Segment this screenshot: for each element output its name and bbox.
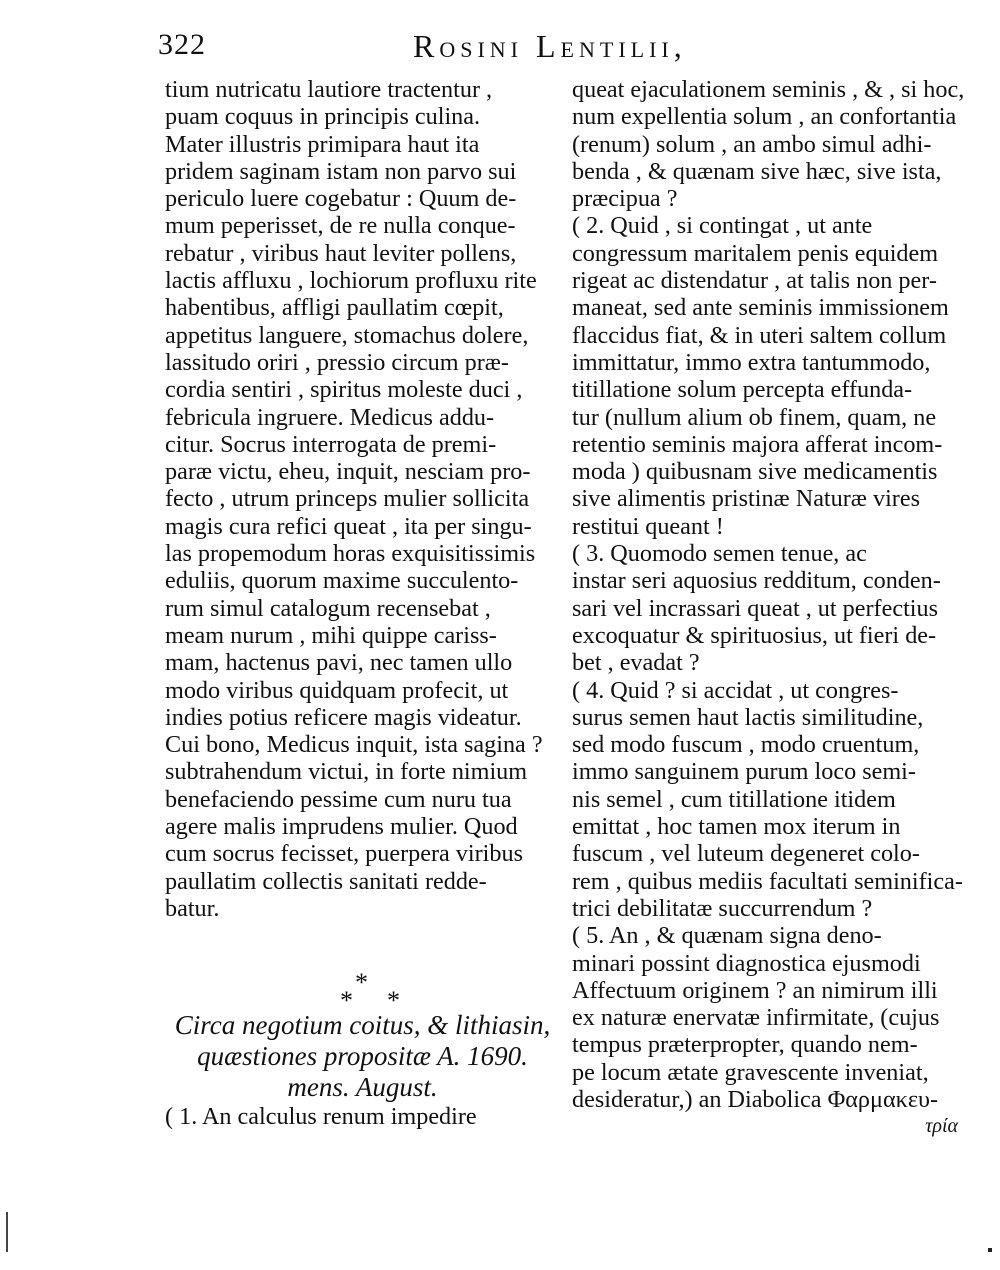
heading-line: quæstiones propositæ A. 1690. xyxy=(197,1041,528,1072)
running-head: Rosini Lentilii, xyxy=(413,28,687,64)
text-line: minari possint diagnostica ejusmodi xyxy=(572,949,921,977)
text-line: meam nurum , mihi quippe cariss- xyxy=(165,621,497,649)
text-line: indies potius reficere magis videatur. xyxy=(165,703,522,731)
text-line: flaccidus fiat, & in uteri saltem collum xyxy=(572,321,947,349)
text-line: ( 2. Quid , si contingat , ut ante xyxy=(572,212,873,240)
text-line: citur. Socrus interrogata de premi- xyxy=(165,430,497,458)
text-line: mum peperisset, de re nulla conque- xyxy=(165,212,516,240)
text-line: surus semen haut lactis similitudine, xyxy=(572,703,924,731)
text-line: restitui queant ! xyxy=(572,512,724,540)
text-line: emittat , hoc tamen mox iterum in xyxy=(572,813,901,841)
asterism-star: * xyxy=(387,986,400,1016)
text-line: Affectuum originem ? an nimirum illi xyxy=(572,976,938,1004)
page-number: 322 xyxy=(158,28,206,61)
text-line: eduliis, quorum maxime succulento- xyxy=(165,567,519,595)
text-line: periculo luere cogebatur : Quum de- xyxy=(165,185,517,213)
text-line: paræ victu, eheu, inquit, nesciam pro- xyxy=(165,458,531,486)
text-line: batur. xyxy=(165,894,220,922)
text-line: tempus præterpropter, quando nem- xyxy=(572,1031,918,1059)
text-line: instar seri aquosius redditum, conden- xyxy=(572,567,941,595)
heading-line: mens. August. xyxy=(287,1072,438,1103)
text-line: febricula ingruere. Medicus addu- xyxy=(165,403,495,431)
text-line: congressum maritalem penis equidem xyxy=(572,239,939,267)
text-line: nis semel , cum titillatione itidem xyxy=(572,785,896,813)
question-1-start: ( 1. An calculus renum impedire xyxy=(165,1103,477,1131)
scan-margin-mark xyxy=(6,1212,8,1252)
text-line: las propemodum horas exquisitissimis xyxy=(165,540,536,568)
page-header xyxy=(158,28,958,72)
asterism xyxy=(165,968,560,1016)
catchword: τρία xyxy=(925,1115,958,1138)
text-line: sive alimentis pristinæ Naturæ vires xyxy=(572,485,920,513)
heading-line: Circa negotium coitus, & lithiasin, xyxy=(174,1010,551,1041)
text-line: sari vel incrassari queat , ut perfectius xyxy=(572,594,939,622)
text-line: moda ) quibusnam sive medicamentis xyxy=(572,458,938,486)
text-line: habentibus, affligi paullatim cœpit, xyxy=(165,294,504,322)
text-line: fecto , utrum princeps mulier sollicita xyxy=(165,485,530,513)
text-line: desideratur,) an Diabolica Φαρμακευ- xyxy=(572,1085,939,1113)
text-line: ( 3. Quomodo semen tenue, ac xyxy=(572,540,867,568)
text-line: ( 5. An , & quænam signa deno- xyxy=(572,922,882,950)
text-line: rigeat ac distendatur , at talis non per- xyxy=(572,267,937,295)
text-line: immo sanguinem purum loco semi- xyxy=(572,758,916,786)
right-column xyxy=(572,76,965,1140)
text-line: tur (nullum alium ob finem, quam, ne xyxy=(572,403,937,431)
text-line: immittatur, immo extra tantummodo, xyxy=(572,348,931,376)
text-line: Mater illustris primipara haut ita xyxy=(165,130,480,158)
text-line: subtrahendum victui, in forte nimium xyxy=(165,758,528,786)
text-line: lassitudo oriri , pressio circum præ- xyxy=(165,348,509,376)
text-line: titillatione solum percepta effunda- xyxy=(572,376,913,404)
text-line: rum simul catalogum recensebat , xyxy=(165,594,491,622)
text-line: rem , quibus mediis facultati seminifica- xyxy=(572,867,963,895)
text-line: modo viribus quidquam profecit, ut xyxy=(165,676,509,704)
text-line: (renum) solum , an ambo simul adhi- xyxy=(572,130,932,158)
text-line: cum socrus fecisset, puerpera viribus xyxy=(165,840,523,868)
text-line: magis cura refici queat , ita per singu- xyxy=(165,512,532,540)
text-line: queat ejaculationem seminis , & , si hoc, xyxy=(572,76,965,103)
text-line: mam, hactenus pavi, nec tamen ullo xyxy=(165,649,513,677)
section-heading xyxy=(165,1010,560,1103)
text-line: puam coquus in principis culina. xyxy=(165,103,481,131)
section-gap xyxy=(165,922,560,974)
text-line: lactis affluxu , lochiorum profluxu rite xyxy=(165,267,537,295)
text-line: rebatur , viribus haut leviter pollens, xyxy=(165,239,517,267)
text-line: retentio seminis majora afferat incom- xyxy=(572,430,943,458)
text-line: pe locum ætate gravescente inveniat, xyxy=(572,1058,929,1086)
text-line: trici debilitatæ succurrendum ? xyxy=(572,894,873,922)
paragraph-mater-illustris xyxy=(165,76,560,922)
text-line: benefaciendo pessime cum nuru tua xyxy=(165,785,512,813)
text-line: Cui bono, Medicus inquit, ista sagina ? xyxy=(165,731,543,759)
text-line: agere malis imprudens mulier. Quod xyxy=(165,813,518,841)
text-line: excoquatur & spirituosius, ut fieri de- xyxy=(572,621,937,649)
text-line: tium nutricatu lautiore tractentur , xyxy=(165,76,493,103)
text-line: maneat, sed ante seminis immissionem xyxy=(572,294,949,322)
text-line: paullatim collectis sanitati redde- xyxy=(165,867,487,895)
text-line: præcipua ? xyxy=(572,185,678,213)
text-line: ex naturæ enervatæ infirmitate, (cujus xyxy=(572,1004,940,1032)
text-line: appetitus languere, stomachus dolere, xyxy=(165,321,529,349)
text-line: sed modo fuscum , modo cruentum, xyxy=(572,731,920,759)
text-line: pridem saginam istam non parvo sui xyxy=(165,157,517,185)
asterism-star: * xyxy=(355,968,368,998)
text-line: bet , evadat ? xyxy=(572,649,700,677)
text-line: ( 4. Quid ? si accidat , ut congres- xyxy=(572,676,899,704)
text-line: fuscum , vel luteum degeneret colo- xyxy=(572,840,920,868)
scan-speck xyxy=(988,1248,992,1252)
left-column xyxy=(165,76,560,1131)
text-line: num expellentia solum , an confortantia xyxy=(572,103,957,131)
asterism-star: * xyxy=(340,986,353,1016)
text-line: cordia sentiri , spiritus moleste duci , xyxy=(165,376,523,404)
text-line: benda , & quænam sive hæc, sive ista, xyxy=(572,157,942,185)
